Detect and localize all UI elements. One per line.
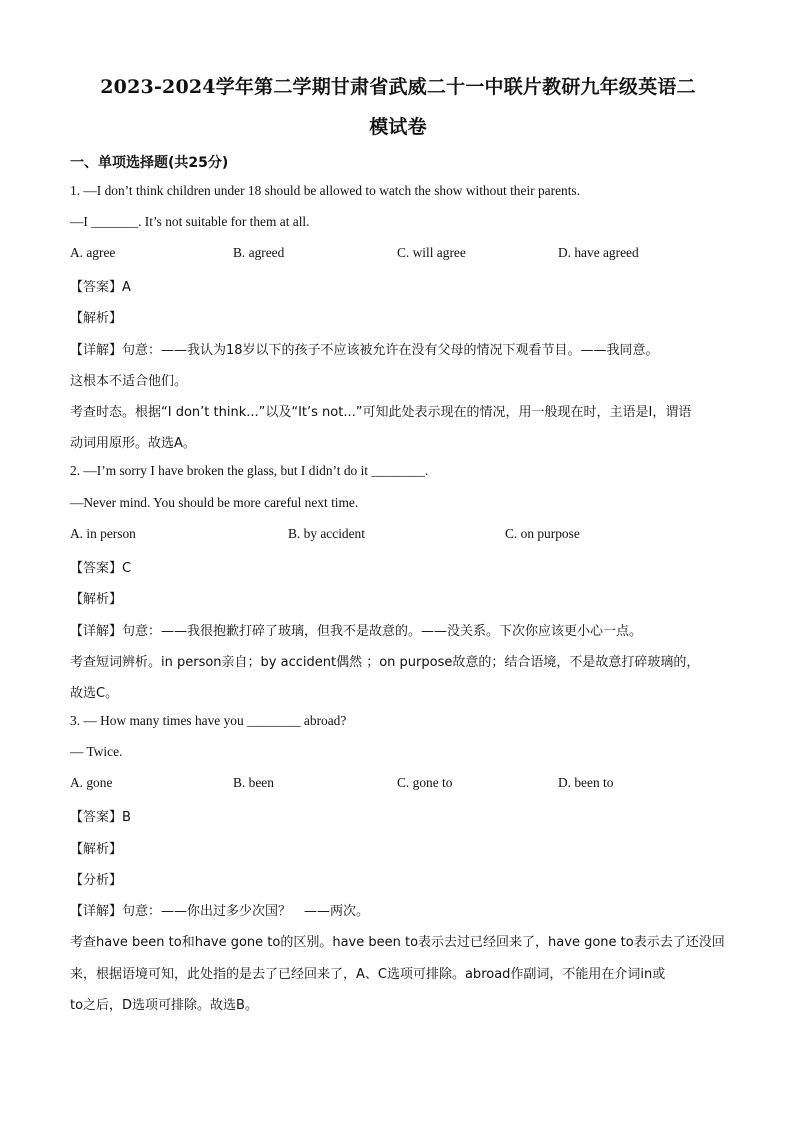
- q2-detail-line3: 故选C。: [70, 686, 119, 701]
- q1-detail-line4: 动词用原形。故选A。: [70, 436, 196, 451]
- q3-detail-line2: 考查have been to和have gone to的区别。have been to表示去过已经回来了，have gone to表示去了还没回: [70, 935, 725, 950]
- q1-detail-line1: 【详解】句意：——我认为18岁以下的孩子不应该被允许在没有父母的情况下观看节目。——我同意。: [70, 343, 659, 358]
- q3-option-c: C. gone to: [397, 775, 453, 790]
- q2-stem-line2: —Never mind. You should be more careful next time.: [70, 495, 359, 510]
- q3-option-d: D. been to: [558, 775, 614, 790]
- q3-answer: 【答案】B: [70, 810, 131, 825]
- q2-option-b: B. by accident: [288, 526, 365, 541]
- q1-analysis-label: 【解析】: [70, 311, 123, 326]
- q3-fenxi-label: 【分析】: [70, 873, 123, 888]
- q1-stem-line1: 1. —I don’t think children under 18 should be allowed to watch the show without their parents.: [70, 183, 580, 198]
- q3-option-b: B. been: [233, 775, 274, 790]
- q2-answer: 【答案】C: [70, 561, 132, 576]
- q3-option-a: A. gone: [70, 775, 113, 790]
- q1-stem-line2: —I _______. It’s not suitable for them at all.: [70, 214, 310, 229]
- q1-option-c: C. will agree: [397, 245, 466, 260]
- q3-analysis-label: 【解析】: [70, 842, 123, 857]
- q3-detail-line3: 来，根据语境可知，此处指的是去了已经回来了，A、C选项可排除。abroad作副词，不能用在介词in或: [70, 967, 666, 982]
- q2-option-c: C. on purpose: [505, 526, 580, 541]
- q2-detail-line1: 【详解】句意：——我很抱歉打碎了玻璃，但我不是故意的。——没关系。下次你应该更小心一点。: [70, 624, 643, 639]
- q2-option-a: A. in person: [70, 526, 136, 541]
- q3-stem-line2: — Twice.: [70, 744, 123, 759]
- q1-option-a: A. agree: [70, 245, 116, 260]
- exam-title-line2: 模试卷: [369, 116, 427, 138]
- q1-option-b: B. agreed: [233, 245, 285, 260]
- exam-title-line1: 2023-2024学年第二学期甘肃省武威二十一中联片教研九年级英语二: [100, 76, 696, 98]
- q2-analysis-label: 【解析】: [70, 592, 123, 607]
- q1-detail-line2: 这根本不适合他们。: [70, 374, 188, 389]
- q1-detail-line3: 考查时态。根据“I don’t think...”以及“It’s not...”可知此处表示现在的情况，用一般现在时，主语是I，谓语: [70, 405, 692, 420]
- section-heading: 一、单项选择题(共25分): [70, 155, 229, 171]
- q2-stem-line1: 2. —I’m sorry I have broken the glass, but I didn’t do it ________.: [70, 463, 429, 478]
- q3-detail-line4: to之后，D选项可排除。故选B。: [70, 998, 258, 1013]
- q3-detail-line1: 【详解】句意：——你出过多少次国？ ——两次。: [70, 904, 370, 919]
- q3-stem-line1: 3. — How many times have you ________ abroad?: [70, 713, 347, 728]
- q1-option-d: D. have agreed: [558, 245, 639, 260]
- q2-detail-line2: 考查短词辨析。in person亲自；by accident偶然 ；on purpose故意的；结合语境，不是故意打碎玻璃的，: [70, 655, 700, 670]
- q1-answer: 【答案】A: [70, 280, 131, 295]
